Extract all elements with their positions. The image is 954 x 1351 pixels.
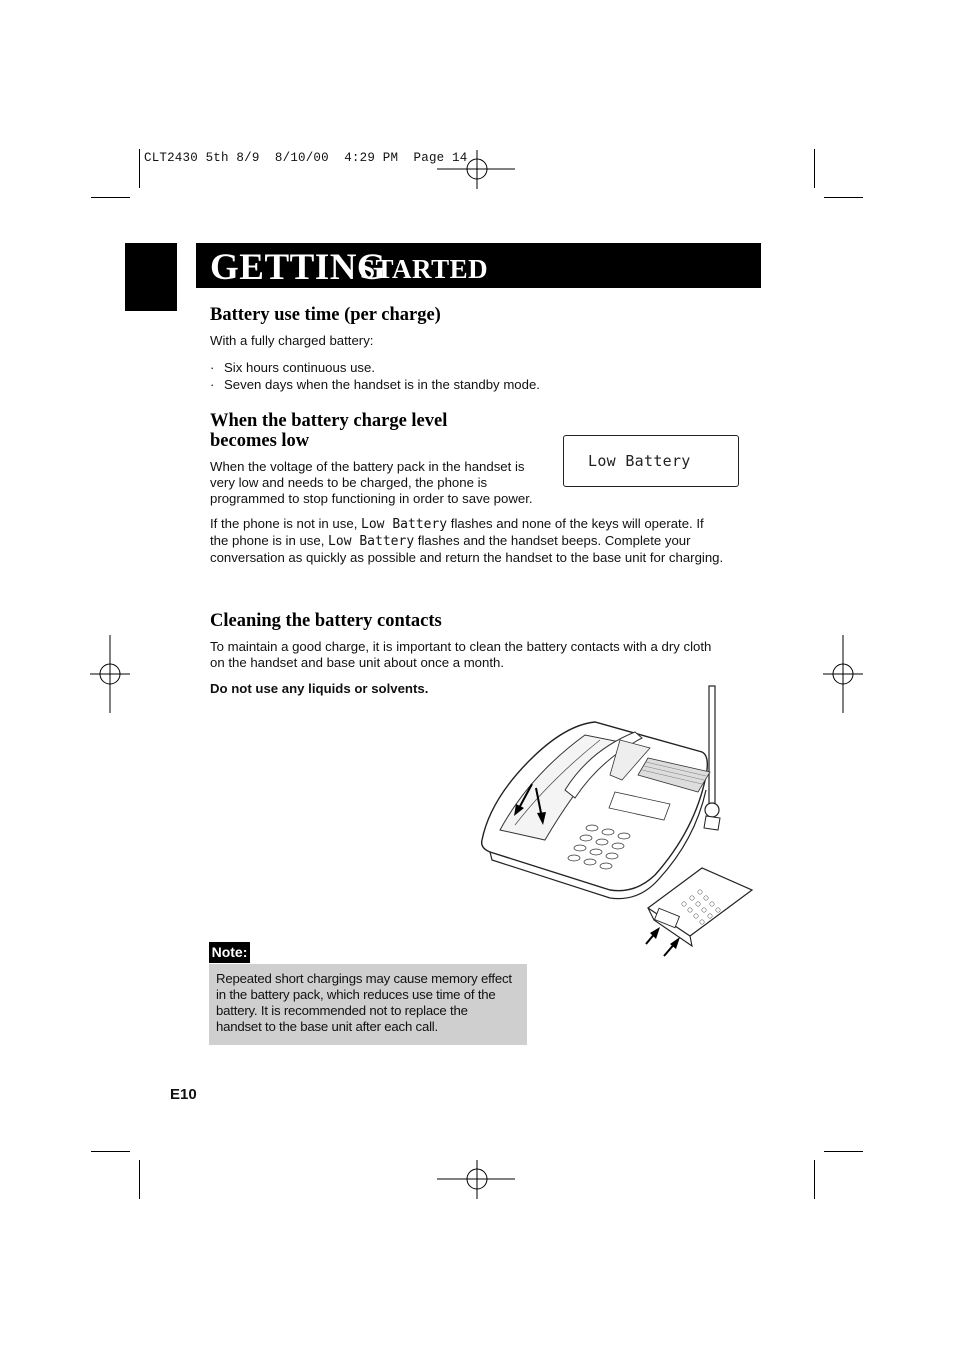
cleaning-paragraph: To maintain a good charge, it is important to clean the battery contacts with a dry cloth on the handset and base unit about once a month. xyxy=(210,639,712,670)
crop-mark xyxy=(139,1160,140,1199)
print-slug: CLT2430 5th 8/9 8/10/00 4:29 PM Page 14 xyxy=(144,151,468,165)
crop-mark xyxy=(824,1151,863,1152)
registration-mark-left-icon xyxy=(90,635,132,713)
section-heading-cleaning: Cleaning the battery contacts xyxy=(210,611,442,631)
page-number: E10 xyxy=(170,1086,197,1103)
section-tab xyxy=(125,243,177,311)
section-heading-battery-use: Battery use time (per charge) xyxy=(210,305,441,325)
crop-mark xyxy=(814,1160,815,1199)
chapter-title-small: STARTED xyxy=(360,254,489,284)
lcd-inline-text: Low Battery xyxy=(361,517,448,532)
crop-mark xyxy=(91,1151,130,1152)
lcd-display xyxy=(563,435,739,487)
lcd-display-text: Low Battery xyxy=(588,452,691,470)
crop-mark xyxy=(824,197,863,198)
battery-intro-text: With a fully charged battery: xyxy=(210,333,374,348)
registration-mark-right-icon xyxy=(823,635,865,713)
crop-mark xyxy=(91,197,130,198)
section-heading-low-battery: When the battery charge level becomes low xyxy=(210,411,448,451)
lcd-inline-text: Low Battery xyxy=(328,534,415,549)
registration-mark-bottom-icon xyxy=(437,1160,517,1200)
note-text: Repeated short chargings may cause memory effect in the battery pack, which reduces use time of the battery. It is recommended not to replace the handset to the base unit after each call. xyxy=(216,971,512,1034)
chapter-title-bar xyxy=(196,243,761,288)
phone-base-illustration xyxy=(470,680,770,960)
low-battery-paragraph-2: If the phone is not in use, Low Battery flashes and none of the keys will operate. If the phone is in use, Low Battery flashes and the handset beeps. Complete your conversation as quickly as possible and return the handset to the base unit for charging. xyxy=(210,516,724,565)
low-battery-paragraph-1: When the voltage of the battery pack in the handset is very low and needs to be charged, the phone is programmed to stop functioning in order to save power. xyxy=(210,459,533,506)
crop-mark xyxy=(814,149,815,188)
crop-mark xyxy=(139,149,140,188)
chapter-title-large: GETTING xyxy=(210,247,387,288)
cleaning-warning: Do not use any liquids or solvents. xyxy=(210,681,429,696)
note-label: Note: xyxy=(209,942,250,963)
note-box xyxy=(209,964,527,1045)
